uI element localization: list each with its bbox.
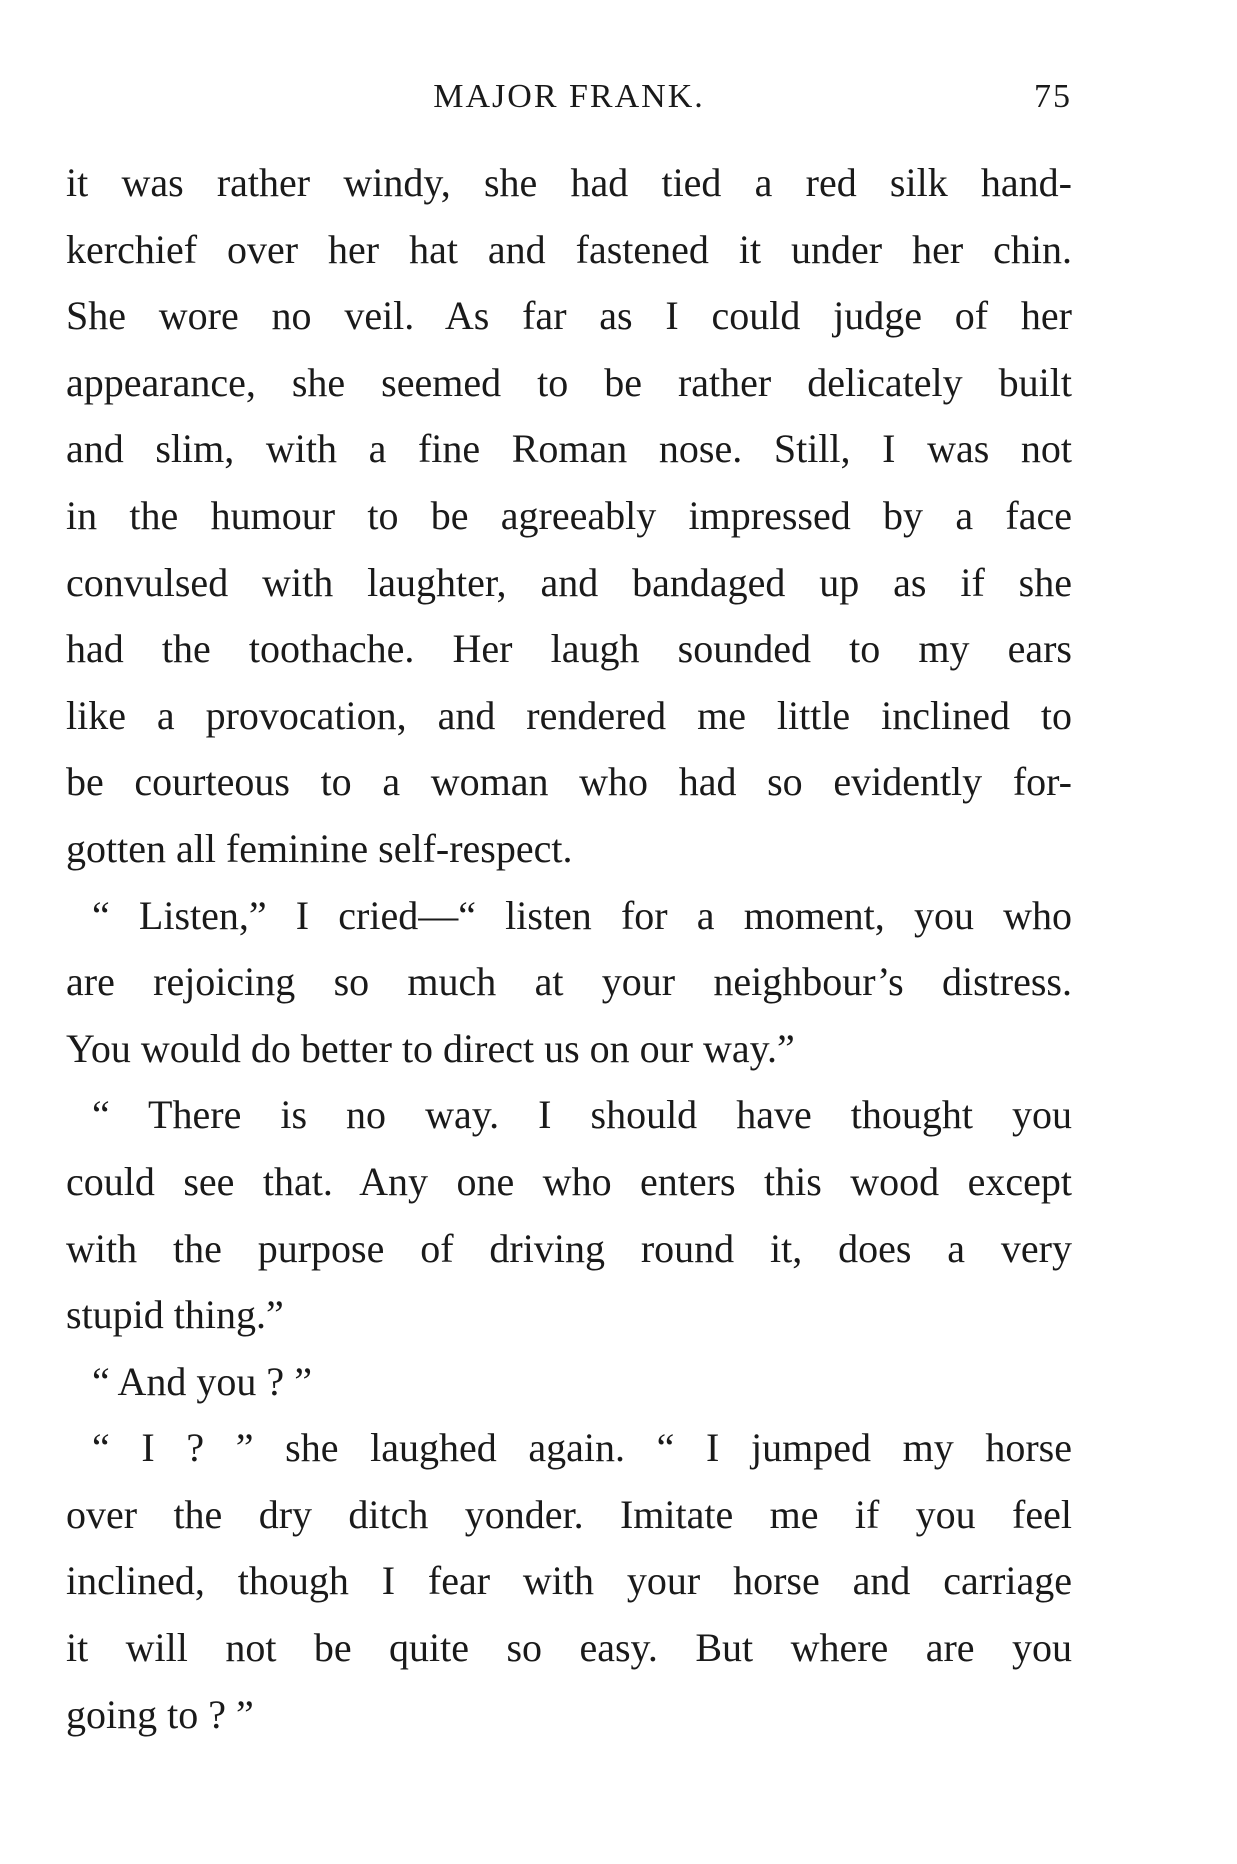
text-line: it was rather windy, she had tied a red silk hand-: [66, 160, 1072, 205]
text-line: are rejoicing so much at your neighbour’s distress.: [66, 959, 1072, 1005]
text-line: could see that. Any one who enters this wood except: [66, 1158, 1072, 1204]
text-line: She wore no veil. As far as I could judge of her: [66, 293, 1072, 339]
paragraph: [66, 1415, 1072, 1748]
text-line: it will not be quite so easy. But where are you: [66, 1625, 1072, 1671]
text-line: going to ? ”: [66, 1691, 254, 1737]
text-line: and slim, with a fine Roman nose. Still, I was not: [66, 426, 1072, 472]
text-line: like a provocation, and rendered me little inclined to: [66, 692, 1072, 738]
page-number: 75: [1034, 78, 1072, 115]
text-line: “ I ? ” she laughed again. “ I jumped my horse: [92, 1425, 1072, 1471]
paragraph: [66, 1082, 1072, 1348]
text-line: kerchief over her hat and fastened it under her chin.: [66, 226, 1072, 272]
text-line: over the dry ditch yonder. Imitate me if you feel: [66, 1491, 1072, 1537]
paragraph: [66, 150, 1072, 883]
paragraph: [66, 1349, 1072, 1416]
running-head: [66, 78, 1072, 126]
text-line: in the humour to be agreeably impressed by a face: [66, 492, 1072, 538]
text-line: be courteous to a woman who had so evidently for-: [66, 759, 1072, 805]
text-line: stupid thing.”: [66, 1292, 284, 1338]
text-line: convulsed with laughter, and bandaged up as if she: [66, 559, 1072, 605]
body-text: [66, 150, 1072, 1748]
text-line: “ There is no way. I should have thought you: [92, 1092, 1072, 1138]
text-line: appearance, she seemed to be rather delicately built: [66, 359, 1072, 405]
text-line: You would do better to direct us on our way.”: [66, 1025, 795, 1071]
text-line: “ Listen,” I cried—“ listen for a moment, you who: [92, 892, 1072, 938]
text-line: gotten all feminine self-respect.: [66, 825, 573, 871]
text-line: inclined, though I fear with your horse and carriage: [66, 1558, 1072, 1604]
text-line: “ And you ? ”: [92, 1358, 312, 1404]
text-line: had the toothache. Her laugh sounded to my ears: [66, 626, 1072, 672]
running-title: MAJOR FRANK.: [433, 78, 705, 115]
text-line: with the purpose of driving round it, does a very: [66, 1225, 1072, 1271]
paragraph: [66, 883, 1072, 1083]
